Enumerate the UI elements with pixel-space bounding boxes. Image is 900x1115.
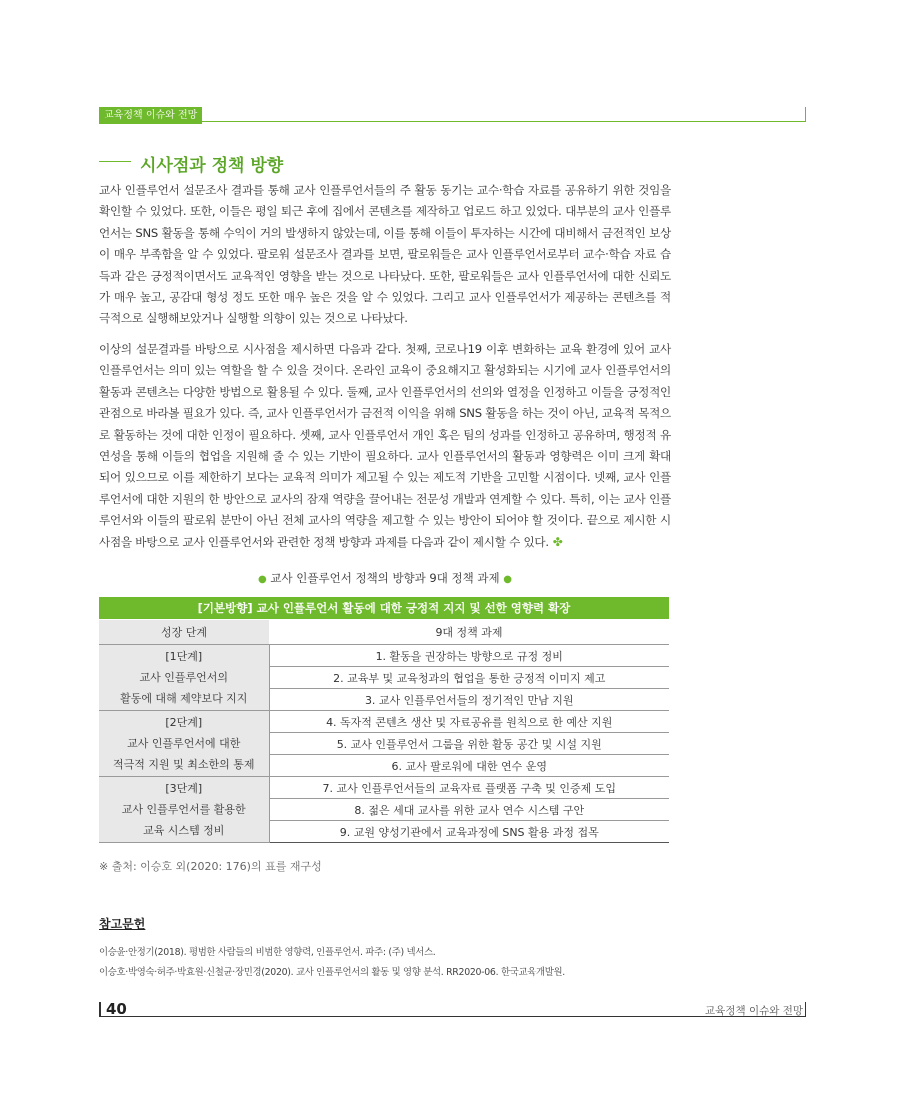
column-header-tasks: 9대 정책 과제 bbox=[269, 620, 669, 645]
task-cell: 4. 독자적 콘텐츠 생산 및 자료공유를 원칙으로 한 예산 지원 bbox=[269, 711, 669, 733]
footer-rule-tick-right bbox=[805, 1002, 806, 1017]
stage-cell-1 bbox=[99, 645, 269, 711]
body-paragraph-1: 교사 인플루언서 설문조사 결과를 통해 교사 인플루언서들의 주 활동 동기는 교수·학습 자료를 공유하기 위한 것임을 확인할 수 있었다. 또한, 이들은 평일 퇴근 후에 집에서 콘텐츠를 제작하고 업로드 하고 있었다. 대부분의 교사 인플루언서는 SNS 활동을 통해 수익이 거의 발생하지 않았는데, 이를 통해 이들이 투자하는 시간에 대비해서 금전적인 보상이 매우 부족함을 알 수 있었다. 팔로워 설문조사 결과를 보면, 팔로워들은 교사 인플루언서로부터 교수·학습 자료 습득과 같은 긍정적이면서도 교육적인 영향을 받는 것으로 나타났다. 또한, 팔로워들은 교사 인플루언서에 대한 신뢰도가 매우 높고, 공감대 형성 정도 또한 매우 높은 것을 알 수 있었다. 그리고 교사 인플루언서가 제공하는 콘텐츠를 적극적으로 실행해보았거나 실행할 의향이 있는 것으로 나타났다. bbox=[99, 183, 671, 326]
page-number: 40 bbox=[106, 1000, 127, 1018]
task-cell: 5. 교사 인플루언서 그룹을 위한 활동 공간 및 시설 지원 bbox=[269, 733, 669, 755]
stage-cell-3 bbox=[99, 777, 269, 843]
table-row bbox=[99, 777, 669, 799]
task-cell: 7. 교사 인플루언서들의 교육자료 플랫폼 구축 및 인증제 도입 bbox=[269, 777, 669, 799]
table-row bbox=[99, 645, 669, 667]
caption-bullet-icon: ● bbox=[258, 574, 267, 585]
stage-label: [2단계] bbox=[165, 716, 203, 729]
task-cell: 8. 젊은 세대 교사를 위한 교사 연수 시스템 구안 bbox=[269, 799, 669, 821]
footer-rule bbox=[99, 1016, 806, 1017]
column-header-stage: 성장 단계 bbox=[99, 620, 269, 645]
table-source-note: ※ 출처: 이승호 외(2020: 176)의 표를 재구성 bbox=[99, 860, 322, 873]
policy-table bbox=[99, 597, 669, 843]
task-cell: 1. 활동을 권장하는 방향으로 규정 정비 bbox=[269, 645, 669, 667]
stage-label: [3단계] bbox=[165, 782, 203, 795]
table-caption bbox=[99, 570, 671, 586]
reference-item: 이승호·박영숙·허주·박효원·신철균·장민경(2020). 교사 인플루언서의 활동 및 영향 분석. RR2020-06. 한국교육개발원. bbox=[99, 967, 565, 978]
footer-publication-title: 교육정책 이슈와 전망 bbox=[705, 1005, 803, 1017]
body-paragraph-2-text: 이상의 설문결과를 바탕으로 시사점을 제시하면 다음과 같다. 첫째, 코로나19 이후 변화하는 교육 환경에 있어 교사 인플루언서는 의미 있는 역할을 할 수 있을 것이다. 온라인 교육이 중요해지고 활성화되는 시기에 교사 인플루언서의 활동과 콘텐츠는 다양한 방법으로 활용될 수 있다. 둘째, 교사 인플루언서의 선의와 열정을 인정하고 이들을 긍정적인 관점으로 바라볼 필요가 있다. 즉, 교사 인플루언서가 금전적 이익을 위해 SNS 활동을 하는 것이 아닌, 교육적 목적으로 활동하는 것에 대한 인정이 필요하다. 셋째, 교사 인플루언서 개인 혹은 팀의 성과를 인정하고 공유하며, 행정적 유연성을 통해 이들의 협업을 지원해 줄 수 있는 기반이 필요하다. 교사 인플루언서의 활동과 영향력은 이미 크게 확대되어 있으므로 이를 제한하기 보다는 교육적 의미가 제고될 수 있는 제도적 기반을 고민할 시점이다. 넷째, 교사 인플루언서에 대한 지원의 한 방안으로 교사의 잠재 역량을 끌어내는 전문성 개발과 연계할 수 있다. 특히, 이는 교사 인플루언서와 이들의 팔로워 분만이 아닌 전체 교사의 역량을 제고할 수 있는 방안이 되어야 할 것이다. 끝으로 제시한 시사점을 바탕으로 교사 인플루언서와 관련한 정책 방향과 과제를 다음과 같이 제시할 수 있다. bbox=[99, 342, 671, 549]
table-caption-text: 교사 인플루언서 정책의 방향과 9대 정책 과제 bbox=[270, 571, 500, 585]
header-rule-tick bbox=[805, 107, 806, 122]
section-title-rule bbox=[99, 161, 131, 162]
task-cell: 3. 교사 인플루언서들의 정기적인 만남 지원 bbox=[269, 689, 669, 711]
stage-desc-line: 교육 시스템 정비 bbox=[143, 824, 225, 837]
task-cell: 2. 교육부 및 교육청과의 협업을 통한 긍정적 이미지 제고 bbox=[269, 667, 669, 689]
footer-rule-tick-left bbox=[99, 1002, 101, 1017]
table-header-direction: [기본방향] 교사 인플루언서 활동에 대한 긍정적 지지 및 선한 영향력 확장 bbox=[99, 597, 669, 620]
header-tag: 교육정책 이슈와 전망 bbox=[99, 107, 202, 124]
stage-desc-line: 적극적 지원 및 최소한의 통제 bbox=[113, 758, 255, 771]
stage-label: [1단계] bbox=[165, 650, 203, 663]
stage-desc-line: 활동에 대해 제약보다 지지 bbox=[120, 692, 248, 705]
stage-desc-line: 교사 인플루언서에 대한 bbox=[127, 737, 241, 750]
caption-bullet-icon: ● bbox=[503, 574, 512, 585]
task-cell: 9. 교원 양성기관에서 교육과정에 SNS 활용 과정 접목 bbox=[269, 821, 669, 843]
table-row bbox=[99, 711, 669, 733]
stage-desc-line: 교사 인플루언서의 bbox=[139, 671, 228, 684]
reference-item: 이승윤·안정기(2018). 평범한 사람들의 비범한 영향력, 인플루언서. 파주: (주) 넥서스. bbox=[99, 947, 436, 958]
header-rule bbox=[99, 121, 806, 122]
stage-desc-line: 교사 인플루언서를 활용한 bbox=[121, 803, 246, 816]
clover-end-icon: ✤ bbox=[552, 534, 563, 549]
table-header-row bbox=[99, 597, 669, 620]
task-cell: 6. 교사 팔로워에 대한 연수 운영 bbox=[269, 755, 669, 777]
body-paragraph-2 bbox=[99, 339, 671, 553]
stage-cell-2 bbox=[99, 711, 269, 777]
section-title: 시사점과 정책 방향 bbox=[140, 156, 284, 176]
table-column-header-row bbox=[99, 620, 669, 645]
references-title: 참고문헌 bbox=[99, 917, 146, 931]
